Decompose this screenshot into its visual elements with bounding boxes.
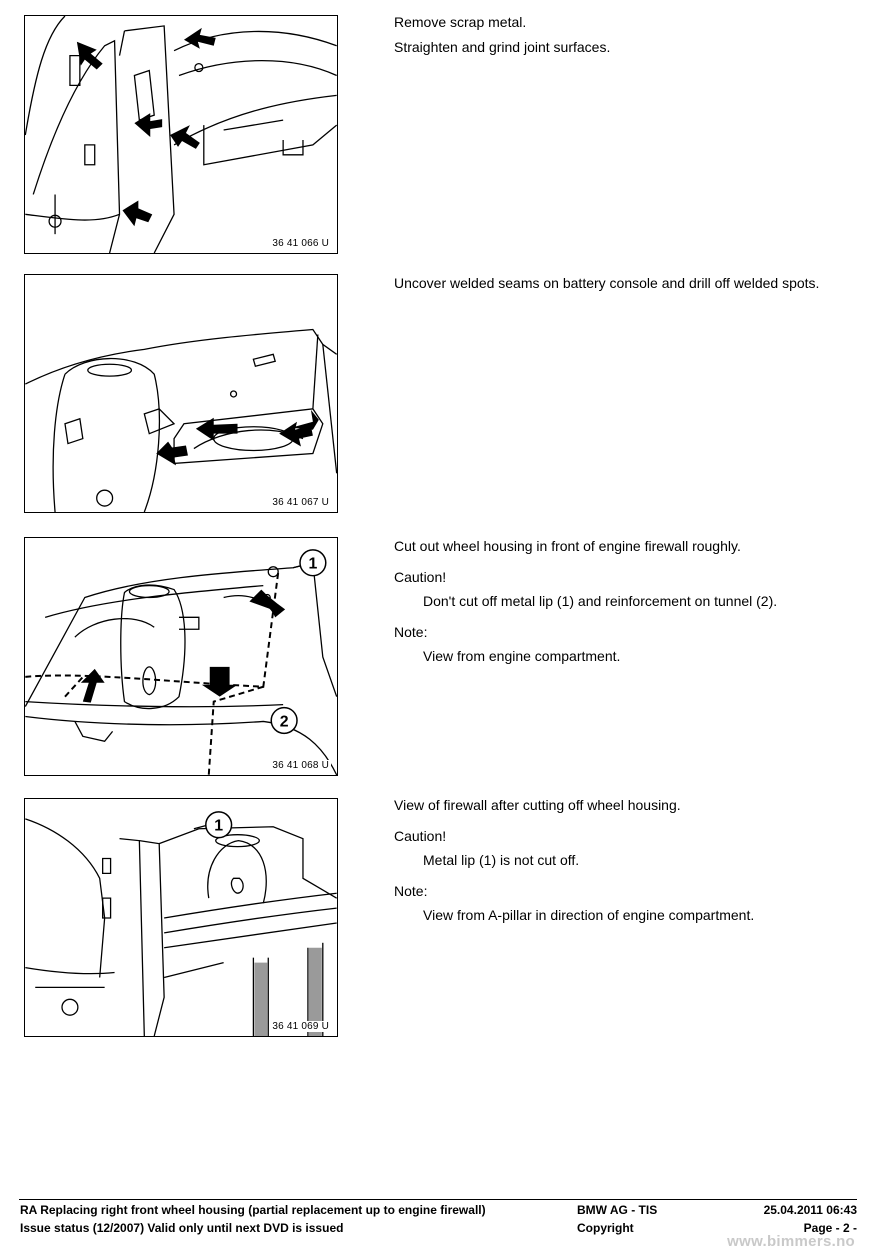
step-2 xyxy=(394,273,844,293)
caution-label: Caution! xyxy=(394,828,447,844)
page-footer xyxy=(19,1199,857,1236)
watermark: www.bimmers.no xyxy=(727,1233,855,1250)
step-line: Uncover welded seams on battery console and drill off welded spots. xyxy=(394,275,820,291)
figure-36-41-068 xyxy=(24,537,338,776)
figure-36-41-067 xyxy=(24,274,338,513)
footer-page-number: Page - 2 - xyxy=(803,1221,857,1235)
figure-code: 36 41 066 U xyxy=(272,238,329,249)
step-4 xyxy=(394,795,844,925)
figure-illustration xyxy=(25,799,337,1036)
figure-code: 36 41 067 U xyxy=(272,497,329,508)
step-text: View of firewall after cutting off wheel housing. xyxy=(394,797,681,813)
callout-2 xyxy=(271,708,297,734)
figure-36-41-069 xyxy=(24,798,338,1037)
step-line: Straighten and grind joint surfaces. xyxy=(394,39,611,55)
footer-datetime: 25.04.2011 06:43 xyxy=(763,1203,857,1217)
step-1 xyxy=(394,12,844,57)
note-text: View from A-pillar in direction of engine compartment. xyxy=(423,907,755,923)
step-text: Cut out wheel housing in front of engine firewall roughly. xyxy=(394,538,741,554)
figure-36-41-066 xyxy=(24,15,338,254)
note-label: Note: xyxy=(394,624,428,640)
caution-text: Don't cut off metal lip (1) and reinforcement on tunnel (2). xyxy=(423,593,778,609)
caution-text: Metal lip (1) is not cut off. xyxy=(423,852,580,868)
footer-title: RA Replacing right front wheel housing (partial replacement up to engine firewall) xyxy=(20,1203,486,1217)
figure-illustration xyxy=(25,16,337,253)
callout-number: 1 xyxy=(308,555,318,573)
caution-label: Caution! xyxy=(394,569,447,585)
callout-1 xyxy=(300,550,326,576)
step-3 xyxy=(394,536,844,666)
figure-code: 36 41 069 U xyxy=(272,1021,329,1032)
footer-publisher: BMW AG - TIS xyxy=(577,1203,658,1217)
step-line: Remove scrap metal. xyxy=(394,14,527,30)
callout-number: 1 xyxy=(214,817,224,835)
figure-code: 36 41 068 U xyxy=(272,760,329,771)
callout-number: 2 xyxy=(279,713,289,731)
footer-issue-status: Issue status (12/2007) Valid only until next DVD is issued xyxy=(20,1221,344,1235)
footer-copyright: Copyright xyxy=(577,1221,634,1235)
figure-illustration xyxy=(25,538,337,775)
figure-illustration xyxy=(25,275,337,512)
callout-1 xyxy=(206,812,232,838)
note-label: Note: xyxy=(394,883,428,899)
note-text: View from engine compartment. xyxy=(423,648,621,664)
